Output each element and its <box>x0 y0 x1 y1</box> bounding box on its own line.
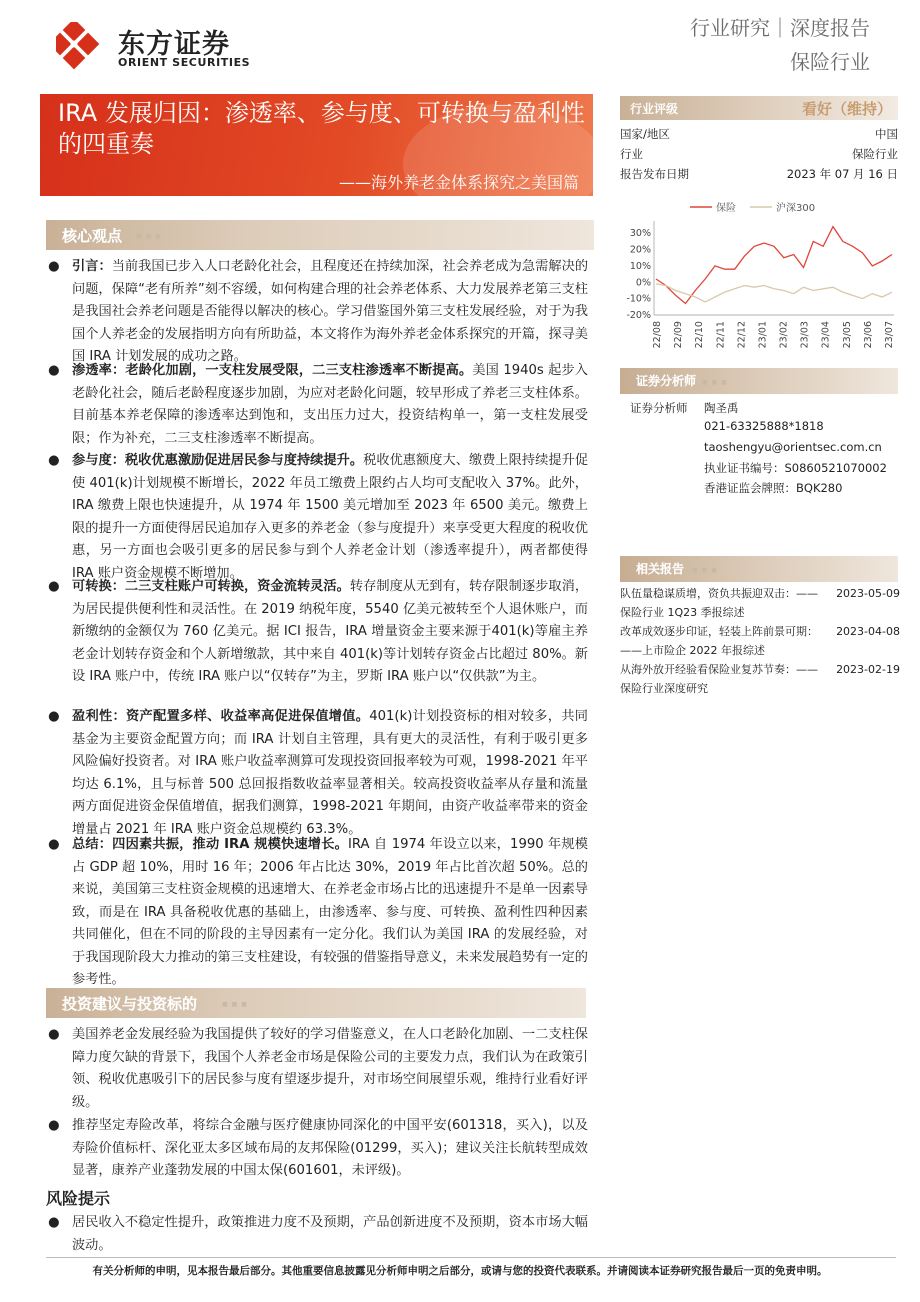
industry-label: 保险行业 <box>790 50 870 74</box>
info-key: 国家/地区 <box>620 127 670 141</box>
invest-point: ● 推荐坚定寿险改革，将综合金融与医疗健康协同深化的中国平安(601318，买入)，以及寿险价值标杆、深化亚太多区域布局的友邦保险(01299，买入)；建议关注长航转型成效显著，康养产业蓬勃发展的中国太保(601601，未评级)。 <box>48 1118 588 1178</box>
core-section-bar: 核心观点 ■ ■ ■ <box>46 220 594 250</box>
x-tick-label: 23/04 <box>820 321 832 349</box>
related-report[interactable] <box>620 622 900 660</box>
footer-disclaimer: 有关分析师的申明，见本报告最后部分。其他重要信息披露见分析师申明之后部分，或请与您的投资代表联系。并请阅读本证券研究报告最后一页的免责申明。 <box>92 1265 828 1277</box>
title-banner <box>40 94 593 196</box>
x-tick-label: 22/12 <box>736 321 748 349</box>
x-tick-label: 23/06 <box>862 321 874 349</box>
risk-point: ● 居民收入不稳定性提升，政策推进力度不及预期，产品创新进度不及预期，资本市场大幅波动。 <box>48 1215 588 1253</box>
x-tick-label: 22/08 <box>652 321 663 349</box>
info-value: 保险行业 <box>852 147 898 161</box>
relative-performance-chart <box>620 195 900 360</box>
analyst-role: 证券分析师 <box>630 401 688 415</box>
core-point: ● 参与度：税收优惠激励促进居民参与度持续提升。税收优惠额度大、缴费上限持续提升促使 401(k)计划规模不断增长，2022 年员工缴费上限约占人均可支配收入 37%。此外，IRA 缴费上限也快速提升，从 1974 年 1500 美元增加至 2023 年 6500 美元。缴费上限的提升一方面使得居民追加存入更多的养老金（参与度提升）来享受更大程度的税收优惠，另一方面也会吸引更多的居民参与到个人养老金计划（渗透率提升），两者都使得 IRA 账户资金规模不断增加。 <box>48 453 589 581</box>
rating-label: 行业评级 <box>630 102 679 116</box>
footer-divider <box>46 1257 896 1258</box>
related-title: 从海外放开经验看保险业复苏节奏：—— <box>620 663 818 676</box>
analyst-section-title: 证券分析师 <box>636 374 697 388</box>
x-tick-label: 23/05 <box>841 321 853 349</box>
legend-label: 保险 <box>716 203 736 214</box>
report-subtitle: ——海外养老金体系探究之美国篇 <box>338 173 579 192</box>
core-point: ● 可转换：二三支柱账户可转换，资金流转灵活。转存制度从无到有，转存限制逐步取消，为居民提供便利性和灵活性。在 2019 纳税年度，5540 亿美元被转至个人退休账户，而新缴纳的金额仅为 760 亿美元。据 ICI 报告，IRA 增量资金主要来源于401(k)等雇主养老金计划转存资金和个人新增缴款，其中来自 401(k)等计划转存资金占比超过 80%。新设 IRA 账户中，传统 IRA 账户以“仅转存”为主，罗斯 IRA 账户以“仅供款”为主。 <box>48 579 589 684</box>
brand-name-cn: 东方证券 <box>118 29 230 60</box>
x-tick-label: 22/10 <box>694 321 706 349</box>
x-tick-label: 22/11 <box>715 321 727 349</box>
orient-logo-icon <box>56 22 106 72</box>
analyst-hk-license: 香港证监会牌照：BQK280 <box>704 481 843 495</box>
x-tick-label: 22/09 <box>673 321 685 349</box>
related-title-cont: 保险行业 1Q23 季报综述 <box>620 606 745 619</box>
info-key: 报告发布日期 <box>620 167 689 181</box>
invest-section-bar: 投资建议与投资标的 ■ ■ ■ <box>46 988 586 1018</box>
industry-rating-bar <box>620 96 898 120</box>
related-report[interactable] <box>620 584 900 622</box>
report-type: 行业研究｜深度报告 <box>690 16 870 40</box>
related-section-title: 相关报告 <box>636 562 685 576</box>
analyst-email[interactable]: taoshengyu@orientsec.com.cn <box>704 440 882 454</box>
core-point: ● 总结：四因素共振，推动 IRA 规模快速增长。IRA 自 1974 年设立以来，1990 年规模占 GDP 超 10%，用时 16 年；2006 年占比达 30%，2019 年占比首次超 50%。总的来说，美国第三支柱资金规模的迅速增大、在养老金市场占比的迅速提升不是单一因素导致，而是在 IRA 具备税收优惠的基础上，由渗透率、参与度、可转换、盈利性四种因素共同催化，但在不同的阶段的主导因素有一定分化。我们认为美国 IRA 的发展经验，对于我国现阶段大力推动的第三支柱建设，有较强的借鉴指导意义，未来发展趋势有一定的参考性。 <box>48 837 588 987</box>
related-title-cont: ——上市险企 2022 年报综述 <box>620 644 765 657</box>
x-tick-label: 23/01 <box>757 321 769 349</box>
related-report[interactable] <box>620 660 900 698</box>
report-title: IRA 发展归因：渗透率、参与度、可转换与盈利性的四重奏 <box>58 99 585 158</box>
core-point: ● 渗透率：老龄化加剧，一支柱发展受限，二三支柱渗透率不断提高。美国 1940s 起步入老龄化社会，随后老龄程度逐步加剧，为应对老龄化问题，较早形成了养老三支柱体系。目前基本养老保障的渗透率达到饱和，支出压力过大，投资结构单一，第一支柱发展受限；作为补充，二三支柱渗透率不断提高。 <box>48 363 588 446</box>
related-date: 2023-05-09 <box>836 587 900 600</box>
y-tick-label: 20% <box>629 244 651 256</box>
related-title-cont: 保险行业深度研究 <box>620 682 708 695</box>
analyst-phone: 021-63325888*1818 <box>704 419 824 433</box>
risk-heading: 风险提示 <box>46 1189 111 1208</box>
analyst-license: 执业证书编号：S0860521070002 <box>704 461 887 475</box>
legend-label: 沪深300 <box>776 203 816 214</box>
y-tick-label: 0% <box>635 277 651 289</box>
related-section-bar: 相关报告 ■ ■ ■ <box>620 556 898 582</box>
info-value: 中国 <box>875 127 898 141</box>
info-value: 2023 年 07 月 16 日 <box>786 167 898 181</box>
related-title: 改革成效逐步印证，轻装上阵前景可期： <box>620 625 818 638</box>
invest-point: ● 美国养老金发展经验为我国提供了较好的学习借鉴意义，在人口老龄化加剧、一二支柱保障力度欠缺的背景下，我国个人养老金市场是保险公司的主要发力点，我们认为在政策引领、税收优惠吸引下的居民参与度有望逐步提升，对市场空间展望乐观，维持行业看好评级。 <box>48 1027 588 1110</box>
rating-value: 看好（维持） <box>801 100 892 118</box>
related-title: 队伍量稳谋质增，资负共振迎双击：—— <box>620 587 818 600</box>
analyst-section-bar: 证券分析师 ■ ■ ■ <box>620 368 898 394</box>
y-tick-label: 10% <box>629 260 651 272</box>
core-point: ● 盈利性：资产配置多样、收益率高促进保值增值。401(k)计划投资标的相对较多，共同基金为主要资金配置方向；而 IRA 计划自主管理，具有更大的灵活性，有利于吸引更多风险偏好投资者。对 IRA 账户收益率测算可发现投资回报率较为可观，1998-2021 年平均达 6.1%，且与标普 500 总回报指数收益率显著相关。较高投资收益率从存量和流量两方面促进资金保值增值，据我们测算，1998-2021 年期间，由资产收益率带来的资金增量占 2021 年 IRA 账户资金总规模约 63.3%。 <box>48 709 588 837</box>
brand-name-en: ORIENT SECURITIES <box>118 56 251 69</box>
related-date: 2023-04-08 <box>836 625 900 638</box>
y-tick-label: -10% <box>626 293 651 305</box>
analyst-name: 陶圣禹 <box>704 401 739 415</box>
series-line <box>656 227 892 304</box>
series-line <box>656 284 892 302</box>
x-tick-label: 23/03 <box>799 321 811 349</box>
x-tick-label: 23/02 <box>778 321 790 349</box>
invest-section-title: 投资建议与投资标的 <box>62 995 198 1013</box>
y-tick-label: 30% <box>629 228 651 240</box>
core-point: ● 引言：当前我国已步入人口老龄化社会，且程度还在持续加深，社会养老成为急需解决的问题，保障“老有所养”刻不容缓，如何构建合理的社会养老体系、大力发展养老第三支柱是我国社会养老问题是否能得以解决的核心。学习借鉴国外第三支柱发展经验，对于为我国个人养老金的发展指明方向有所助益，本文将作为海外养老金体系探究的开篇，探寻美国 IRA 计划发展的成功之路。 <box>48 259 589 364</box>
x-tick-label: 23/07 <box>884 321 895 349</box>
related-date: 2023-02-19 <box>836 663 900 676</box>
y-tick-label: -20% <box>626 310 651 321</box>
core-section-title: 核心观点 <box>62 227 123 245</box>
info-key: 行业 <box>620 147 643 161</box>
